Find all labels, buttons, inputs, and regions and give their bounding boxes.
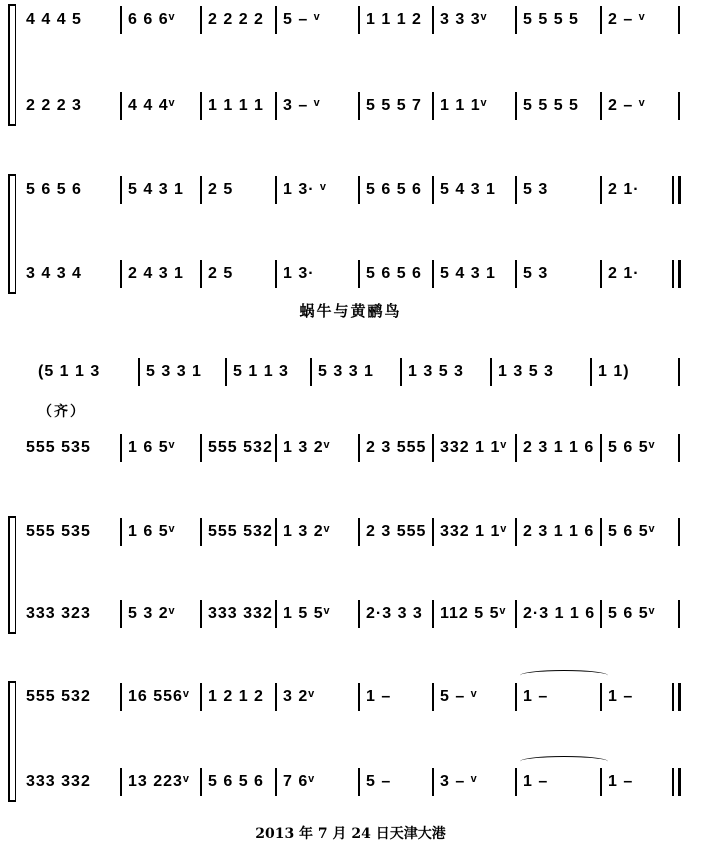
measure: 5 – ᵛ bbox=[283, 11, 321, 28]
measure: 5 – bbox=[366, 773, 392, 790]
staff bbox=[0, 92, 701, 120]
measure: 1 3 5 3 bbox=[408, 363, 464, 380]
measure: 5 3 2ᵛ bbox=[128, 605, 176, 622]
barline bbox=[432, 600, 434, 628]
measure: 1 3· ᵛ bbox=[283, 181, 327, 198]
measure: 2 5 bbox=[208, 265, 234, 282]
barline bbox=[358, 260, 360, 288]
measure: 2 2 2 3 bbox=[26, 97, 82, 114]
staff bbox=[0, 518, 701, 546]
barline bbox=[515, 768, 517, 796]
barline bbox=[678, 518, 680, 546]
measure: 1 3· bbox=[283, 265, 315, 282]
barline bbox=[200, 92, 202, 120]
staff bbox=[0, 176, 701, 204]
measure: 1 3 2ᵛ bbox=[283, 439, 331, 456]
tie-slur bbox=[520, 756, 608, 767]
barline bbox=[600, 683, 602, 711]
barline bbox=[275, 768, 277, 796]
barline bbox=[120, 768, 122, 796]
barline bbox=[138, 358, 140, 386]
barline bbox=[358, 176, 360, 204]
staff bbox=[0, 434, 701, 462]
measure: 5 6 5 6 bbox=[208, 773, 264, 790]
staff bbox=[0, 768, 701, 796]
barline bbox=[600, 600, 602, 628]
barline bbox=[515, 434, 517, 462]
barline bbox=[515, 6, 517, 34]
measure: 1 3 5 3 bbox=[498, 363, 554, 380]
measure: 1 6 5ᵛ bbox=[128, 439, 176, 456]
measure: 1 – bbox=[608, 688, 634, 705]
barline bbox=[120, 260, 122, 288]
measure: 5 4 3 1 bbox=[128, 181, 184, 198]
measure: 5 3 3 1 bbox=[146, 363, 202, 380]
measure: 332 1 1ᵛ bbox=[440, 439, 508, 456]
barline bbox=[432, 518, 434, 546]
barline bbox=[678, 358, 680, 386]
barline bbox=[358, 434, 360, 462]
song-title: 蜗牛与黄鹂鸟 bbox=[299, 302, 402, 320]
barline bbox=[358, 518, 360, 546]
barline bbox=[432, 176, 434, 204]
barline bbox=[590, 358, 592, 386]
measure: 5 6 5ᵛ bbox=[608, 605, 656, 622]
measure: 1 2 1 2 bbox=[208, 688, 264, 705]
barline bbox=[120, 176, 122, 204]
measure: 2 3 555 bbox=[366, 523, 427, 540]
measure: 2 – ᵛ bbox=[608, 97, 646, 114]
measure: 1 1 1ᵛ bbox=[440, 97, 488, 114]
barline bbox=[490, 358, 492, 386]
measure: 5 3 bbox=[523, 181, 549, 198]
measure: 555 532 bbox=[26, 688, 91, 705]
measure: 1 – bbox=[608, 773, 634, 790]
barline bbox=[515, 92, 517, 120]
barline bbox=[275, 518, 277, 546]
measure: 5 5 5 5 bbox=[523, 97, 579, 114]
measure: 112 5 5ᵛ bbox=[440, 605, 507, 622]
barline bbox=[432, 768, 434, 796]
measure: 2 3 1 1 6 bbox=[523, 523, 595, 540]
barline bbox=[600, 434, 602, 462]
barline bbox=[600, 260, 602, 288]
measure: 555 535 bbox=[26, 523, 91, 540]
measure: 3 – ᵛ bbox=[283, 97, 321, 114]
barline bbox=[600, 6, 602, 34]
measure: 5 4 3 1 bbox=[440, 265, 496, 282]
barline bbox=[275, 92, 277, 120]
measure: 555 532 bbox=[208, 439, 273, 456]
barline bbox=[432, 434, 434, 462]
measure: 5 3 3 1 bbox=[318, 363, 374, 380]
measure: 2 3 1 1 6 bbox=[523, 439, 595, 456]
measure: 16 556ᵛ bbox=[128, 688, 190, 705]
measure: 5 5 5 5 bbox=[523, 11, 579, 28]
measure: 555 535 bbox=[26, 439, 91, 456]
barline bbox=[400, 358, 402, 386]
measure: 5 6 5 6 bbox=[26, 181, 82, 198]
barline bbox=[678, 434, 680, 462]
measure: 6 6 6ᵛ bbox=[128, 11, 176, 28]
measure: 333 332 bbox=[208, 605, 273, 622]
barline bbox=[515, 518, 517, 546]
barline bbox=[200, 260, 202, 288]
measure: 5 6 5 6 bbox=[366, 181, 422, 198]
measure: 3 – ᵛ bbox=[440, 773, 478, 790]
measure: 1 1) bbox=[598, 363, 630, 380]
barline bbox=[120, 434, 122, 462]
barline bbox=[275, 434, 277, 462]
staff bbox=[0, 683, 701, 711]
measure: 3 2ᵛ bbox=[283, 688, 316, 705]
footer-date-location: 2013 年 7 月 24 日天津大港 bbox=[255, 826, 446, 842]
measure: 2 1· bbox=[608, 265, 640, 282]
measure: 2 – ᵛ bbox=[608, 11, 646, 28]
barline bbox=[120, 92, 122, 120]
staff bbox=[0, 6, 701, 34]
measure: 5 6 5ᵛ bbox=[608, 523, 656, 540]
measure: 333 332 bbox=[26, 773, 91, 790]
barline bbox=[200, 683, 202, 711]
barline bbox=[432, 92, 434, 120]
barline bbox=[275, 600, 277, 628]
measure: 2·3 3 3 bbox=[366, 605, 423, 622]
barline bbox=[120, 600, 122, 628]
measure: 5 1 1 3 bbox=[233, 363, 289, 380]
measure: 1 1 1 1 bbox=[208, 97, 264, 114]
measure: 5 5 5 7 bbox=[366, 97, 422, 114]
barline bbox=[275, 6, 277, 34]
measure: 13 223ᵛ bbox=[128, 773, 190, 790]
unison-label: （齐） bbox=[38, 404, 86, 420]
final-double-barline bbox=[678, 683, 681, 711]
barline bbox=[358, 600, 360, 628]
measure: 7 6ᵛ bbox=[283, 773, 316, 790]
barline bbox=[120, 518, 122, 546]
measure: 1 5 5ᵛ bbox=[283, 605, 331, 622]
staff bbox=[0, 600, 701, 628]
barline bbox=[515, 683, 517, 711]
barline bbox=[515, 600, 517, 628]
measure: 5 4 3 1 bbox=[440, 181, 496, 198]
measure: 2 4 3 1 bbox=[128, 265, 184, 282]
final-double-barline bbox=[678, 176, 681, 204]
barline bbox=[275, 683, 277, 711]
measure: 2·3 1 1 6 bbox=[523, 605, 596, 622]
barline bbox=[515, 176, 517, 204]
barline bbox=[600, 92, 602, 120]
barline bbox=[120, 683, 122, 711]
barline bbox=[120, 6, 122, 34]
barline bbox=[678, 6, 680, 34]
barline bbox=[200, 518, 202, 546]
barline bbox=[678, 600, 680, 628]
barline bbox=[358, 6, 360, 34]
barline bbox=[200, 6, 202, 34]
measure: 1 – bbox=[523, 773, 549, 790]
measure: 4 4 4ᵛ bbox=[128, 97, 176, 114]
measure: 1 – bbox=[523, 688, 549, 705]
measure: 2 2 2 2 bbox=[208, 11, 264, 28]
measure: 5 3 bbox=[523, 265, 549, 282]
measure: 3 3 3ᵛ bbox=[440, 11, 488, 28]
barline bbox=[600, 768, 602, 796]
barline bbox=[200, 176, 202, 204]
barline bbox=[515, 260, 517, 288]
barline bbox=[225, 358, 227, 386]
barline bbox=[275, 176, 277, 204]
measure: 1 3 2ᵛ bbox=[283, 523, 331, 540]
measure: 5 6 5 6 bbox=[366, 265, 422, 282]
barline bbox=[432, 6, 434, 34]
measure: 333 323 bbox=[26, 605, 91, 622]
staff bbox=[0, 260, 701, 288]
measure: (5 1 1 3 bbox=[38, 363, 101, 380]
measure: 5 – ᵛ bbox=[440, 688, 478, 705]
barline bbox=[358, 768, 360, 796]
measure: 2 5 bbox=[208, 181, 234, 198]
final-double-barline bbox=[678, 260, 681, 288]
measure: 332 1 1ᵛ bbox=[440, 523, 508, 540]
barline bbox=[358, 92, 360, 120]
barline bbox=[200, 600, 202, 628]
barline bbox=[358, 683, 360, 711]
barline bbox=[678, 92, 680, 120]
barline bbox=[600, 176, 602, 204]
barline bbox=[600, 518, 602, 546]
measure: 4 4 4 5 bbox=[26, 11, 82, 28]
measure: 1 6 5ᵛ bbox=[128, 523, 176, 540]
barline bbox=[432, 260, 434, 288]
staff bbox=[0, 358, 701, 386]
barline bbox=[275, 260, 277, 288]
barline bbox=[432, 683, 434, 711]
measure: 3 4 3 4 bbox=[26, 265, 82, 282]
final-double-barline bbox=[678, 768, 681, 796]
measure: 1 – bbox=[366, 688, 392, 705]
measure: 5 6 5ᵛ bbox=[608, 439, 656, 456]
measure: 1 1 1 2 bbox=[366, 11, 422, 28]
measure: 2 1· bbox=[608, 181, 640, 198]
barline bbox=[200, 768, 202, 796]
measure: 2 3 555 bbox=[366, 439, 427, 456]
measure: 555 532 bbox=[208, 523, 273, 540]
tie-slur bbox=[520, 670, 608, 681]
barline bbox=[200, 434, 202, 462]
barline bbox=[310, 358, 312, 386]
